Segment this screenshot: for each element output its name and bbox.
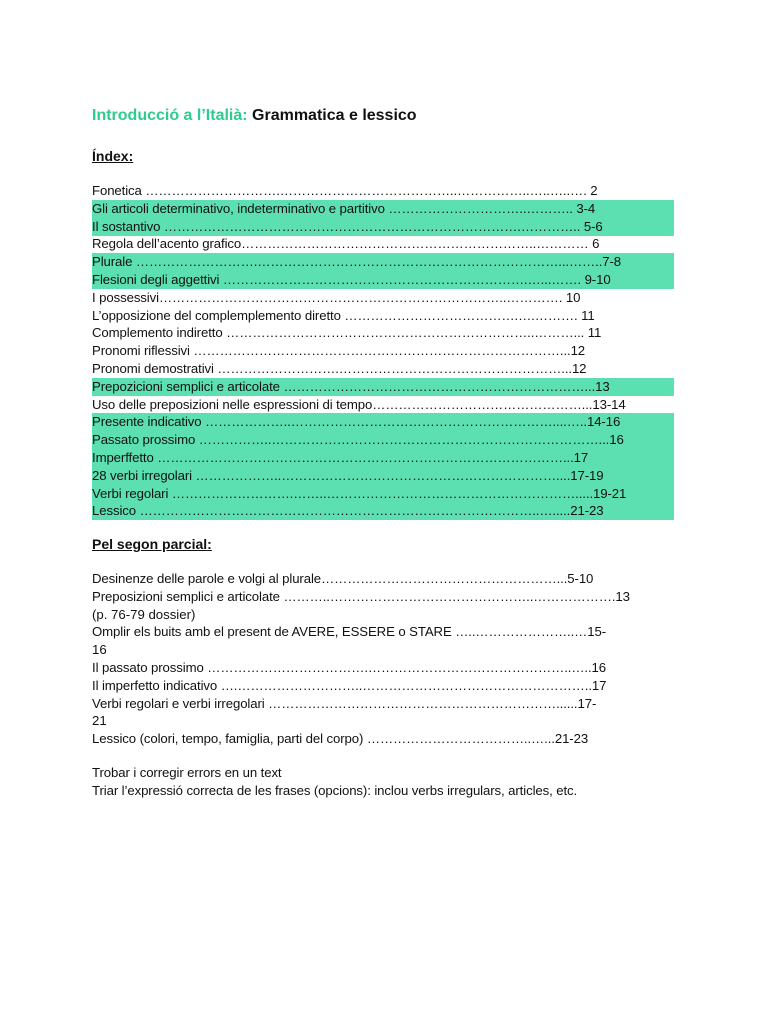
- index-entry: I possessivi……………………………………………………………………..…………. 10: [92, 289, 581, 305]
- index-entry: Lessico ………………………………………………………………………………..….....21-23: [92, 502, 674, 520]
- parcial-heading: Pel segon parcial:: [92, 536, 212, 552]
- index-entry: Presente indicativo ………………..……………………………………………………....…..14-16: [92, 413, 674, 431]
- index-entry: Il sostantivo ……………………………………………………………………….………….. 5-6: [92, 218, 674, 236]
- index-entry: 28 verbi irregolari ………………..………………………………………………………....17-19: [92, 467, 674, 485]
- parcial-entry: Preposizioni semplici e articolate ………..………………………………………..……………….13: [92, 588, 630, 604]
- document-title: [92, 107, 417, 125]
- title-prefix: Introducció a l’Italià:: [92, 107, 248, 124]
- index-entry: Verbi regolari ……………………….……..………………………………………………….....19-21: [92, 485, 674, 503]
- note-line: Trobar i corregir errors en un text: [92, 765, 282, 780]
- parcial-entry: Verbi regolari e verbi irregolari …………………………………………………………......17-: [92, 695, 597, 711]
- index-heading: Índex:: [92, 148, 134, 164]
- note-line: Triar l’expressió correcta de les frases (opcions): inclou verbs irregulars, articles, etc.: [92, 782, 578, 798]
- parcial-entry-continuation: 16: [92, 642, 107, 658]
- parcial-entry-continuation: (p. 76-79 dossier): [92, 606, 196, 622]
- index-entry: Pronomi riflessivi …………………………………………………………………………...12: [92, 343, 586, 359]
- index-entry: Plurale ……………………….……………………………………………………………...……..7-8: [92, 253, 674, 271]
- parcial-entry: Omplir els buits amb el present de AVERE, ESSERE o STARE …..…………………..…15-: [92, 624, 607, 640]
- index-entry: Regola dell’acento grafico…………………………………………………………..………… 6: [92, 236, 600, 252]
- index-entry: Prepozicioni semplici e articolate ……………………………………………………………...13: [92, 378, 674, 396]
- index-entry: Flesioni degli aggettivi …………………………………………………………….…...……. 9-10: [92, 271, 674, 289]
- parcial-entry: Desinenze delle parole e volgi al plurale………………………………………………...5-10: [92, 571, 594, 586]
- index-entry: Uso delle preposizioni nelle espressioni di tempo…………………………………………...13-14: [92, 396, 626, 412]
- parcial-entry: Lessico (colori, tempo, famiglia, parti del corpo) ………………………………..…...21-23: [92, 731, 589, 747]
- parcial-entry-continuation: 21: [92, 713, 107, 729]
- index-entry: L’opposizione del complemplemento diretto ………………………………….….………. 11: [92, 307, 595, 323]
- index-entry: Complemento indiretto ……………………………………………………………..………... 11: [92, 325, 602, 341]
- index-entry: Pronomi demostrativi ……………………….……………………………………………...12: [92, 361, 587, 376]
- index-entry: Imperffetto …………………………………………………………………………………...17: [92, 449, 674, 467]
- index-entry: Gli articoli determinativo, indeterminativo e partitivo …………………………..……….. 3-4: [92, 200, 674, 218]
- parcial-entry: Il imperfetto indicativo ….………………………..……………………………………………..17: [92, 677, 607, 693]
- index-entry: Fonetica ………………………….…………………………………..……………..…..…..…. 2: [92, 183, 598, 198]
- parcial-entry: Il passato prossimo ……………………………….………………………………………..…..16: [92, 660, 607, 675]
- index-entry: Passato prossimo ……………..…………………………………………………………………...16: [92, 431, 674, 449]
- title-main: Grammatica e lessico: [252, 107, 417, 124]
